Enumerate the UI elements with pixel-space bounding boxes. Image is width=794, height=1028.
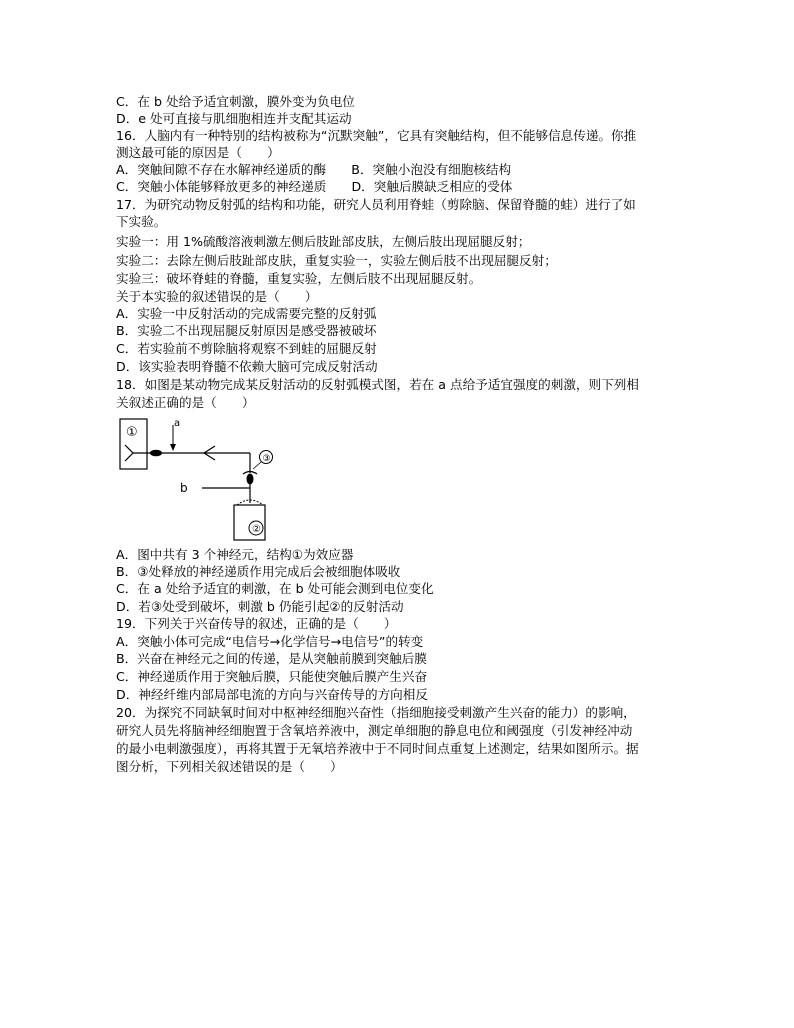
q20-stem-line1: 20．为探究不同缺氧时间对中枢神经细胞兴奋性（指细胞接受刺激产生兴奋的能力）的影响， (116, 705, 636, 720)
q18-option-a: A．图中共有 3 个神经元，结构①为效应器 (116, 547, 354, 562)
point-b-label: b (180, 481, 188, 495)
q15-option-d: D．e 处可直接与肌细胞相连并支配其运动 (116, 111, 352, 126)
q17-experiment-1: 实验一：用 1%硫酸溶液刺激左侧后肢趾部皮肤，左侧后肢出现屈腿反射； (116, 234, 531, 249)
q17-option-c: C．若实验前不剪除脑将观察不到蛙的屈腿反射 (116, 341, 377, 356)
q18-option-d: D．若③处受到破坏，刺激 b 仍能引起②的反射活动 (116, 599, 404, 614)
q15-option-c: C．在 b 处给予适宜刺激，膜外变为负电位 (116, 94, 355, 109)
point-a-arrowhead (170, 444, 176, 451)
q20-stem-line2: 研究人员先将脑神经细胞置于含氧培养液中，测定单细胞的静息电位和阈强度（引发神经冲动 (116, 723, 633, 738)
receptor-chevron (125, 445, 133, 461)
q19-option-d: D．神经纤维内部局部电流的方向与兴奋传导的方向相反 (116, 687, 428, 702)
structure-1-label: ① (126, 425, 138, 440)
q17-option-a: A．实验一中反射活动的完成需要完整的反射弧 (116, 306, 377, 321)
q16-options-cd: C．突触小体能够释放更多的神经递质 D．突触后膜缺乏相应的受体 (116, 179, 513, 194)
q19-option-c: C．神经递质作用于突触后膜，只能使突触后膜产生兴奋 (116, 669, 428, 684)
q20-stem-line3: 的最小电刺激强度），再将其置于无氧培养液中于不同时间点重复上述测定，结果如图所示。据 (116, 741, 639, 756)
q18-stem-line1: 18．如图是某动物完成某反射活动的反射弧模式图，若在 a 点给予适宜强度的刺激，则下列相 (116, 377, 639, 392)
cell-body-1 (150, 450, 162, 457)
q17-stem-line2: 下实验。 (116, 214, 167, 229)
structure-3-label: ③ (262, 454, 271, 464)
q20-stem-line4: 图分析，下列相关叙述错误的是（ ） (116, 759, 343, 774)
q17-experiment-2: 实验二：去除左侧后肢趾部皮肤，重复实验一，实验左侧后肢不出现屈腿反射； (116, 253, 557, 268)
q17-experiment-3: 实验三：破坏脊蛙的脊髓，重复实验，左侧后肢不出现屈腿反射。 (116, 271, 482, 286)
q16-stem-line1: 16．人脑内有一种特别的结构被称为“沉默突触”，它具有突触结构，但不能够信息传递。你推 (116, 128, 637, 143)
q18-stem-line2: 关叙述正确的是（ ） (116, 395, 255, 410)
reflex-arc-diagram (116, 417, 286, 543)
q18-option-b: B．③处释放的神经递质作用完成后会被细胞体吸收 (116, 564, 401, 579)
structure-2-label: ② (252, 524, 261, 535)
q17-question: 关于本实验的叙述错误的是（ ） (116, 289, 318, 304)
point-a-label: a (174, 418, 181, 429)
q16-options-ab: A．突触间隙不存在水解神经递质的酶 B．突触小泡没有细胞核结构 (116, 162, 512, 177)
q16-stem-line2: 测这最可能的原因是（ ） (116, 145, 280, 160)
q18-option-c: C．在 a 处给予适宜的刺激，在 b 处可能会测到电位变化 (116, 581, 434, 596)
cell-body-2 (247, 474, 254, 485)
structure-3-pointer (253, 462, 261, 469)
q19-option-b: B．兴奋在神经元之间的传递，是从突触前膜到突触后膜 (116, 651, 427, 666)
q17-stem-line1: 17．为研究动物反射弧的结构和功能，研究人员利用脊蛙（剪除脑、保留脊髓的蛙）进行了如 (116, 197, 636, 212)
q17-option-d: D．该实验表明脊髓不依赖大脑可完成反射活动 (116, 359, 378, 374)
q19-option-a: A．突触小体可完成“电信号→化学信号→电信号”的转变 (116, 634, 424, 649)
q17-option-b: B．实验二不出现屈腿反射原因是感受器被破坏 (116, 323, 377, 338)
q19-stem: 19．下列关于兴奋传导的叙述，正确的是（ ） (116, 616, 397, 631)
